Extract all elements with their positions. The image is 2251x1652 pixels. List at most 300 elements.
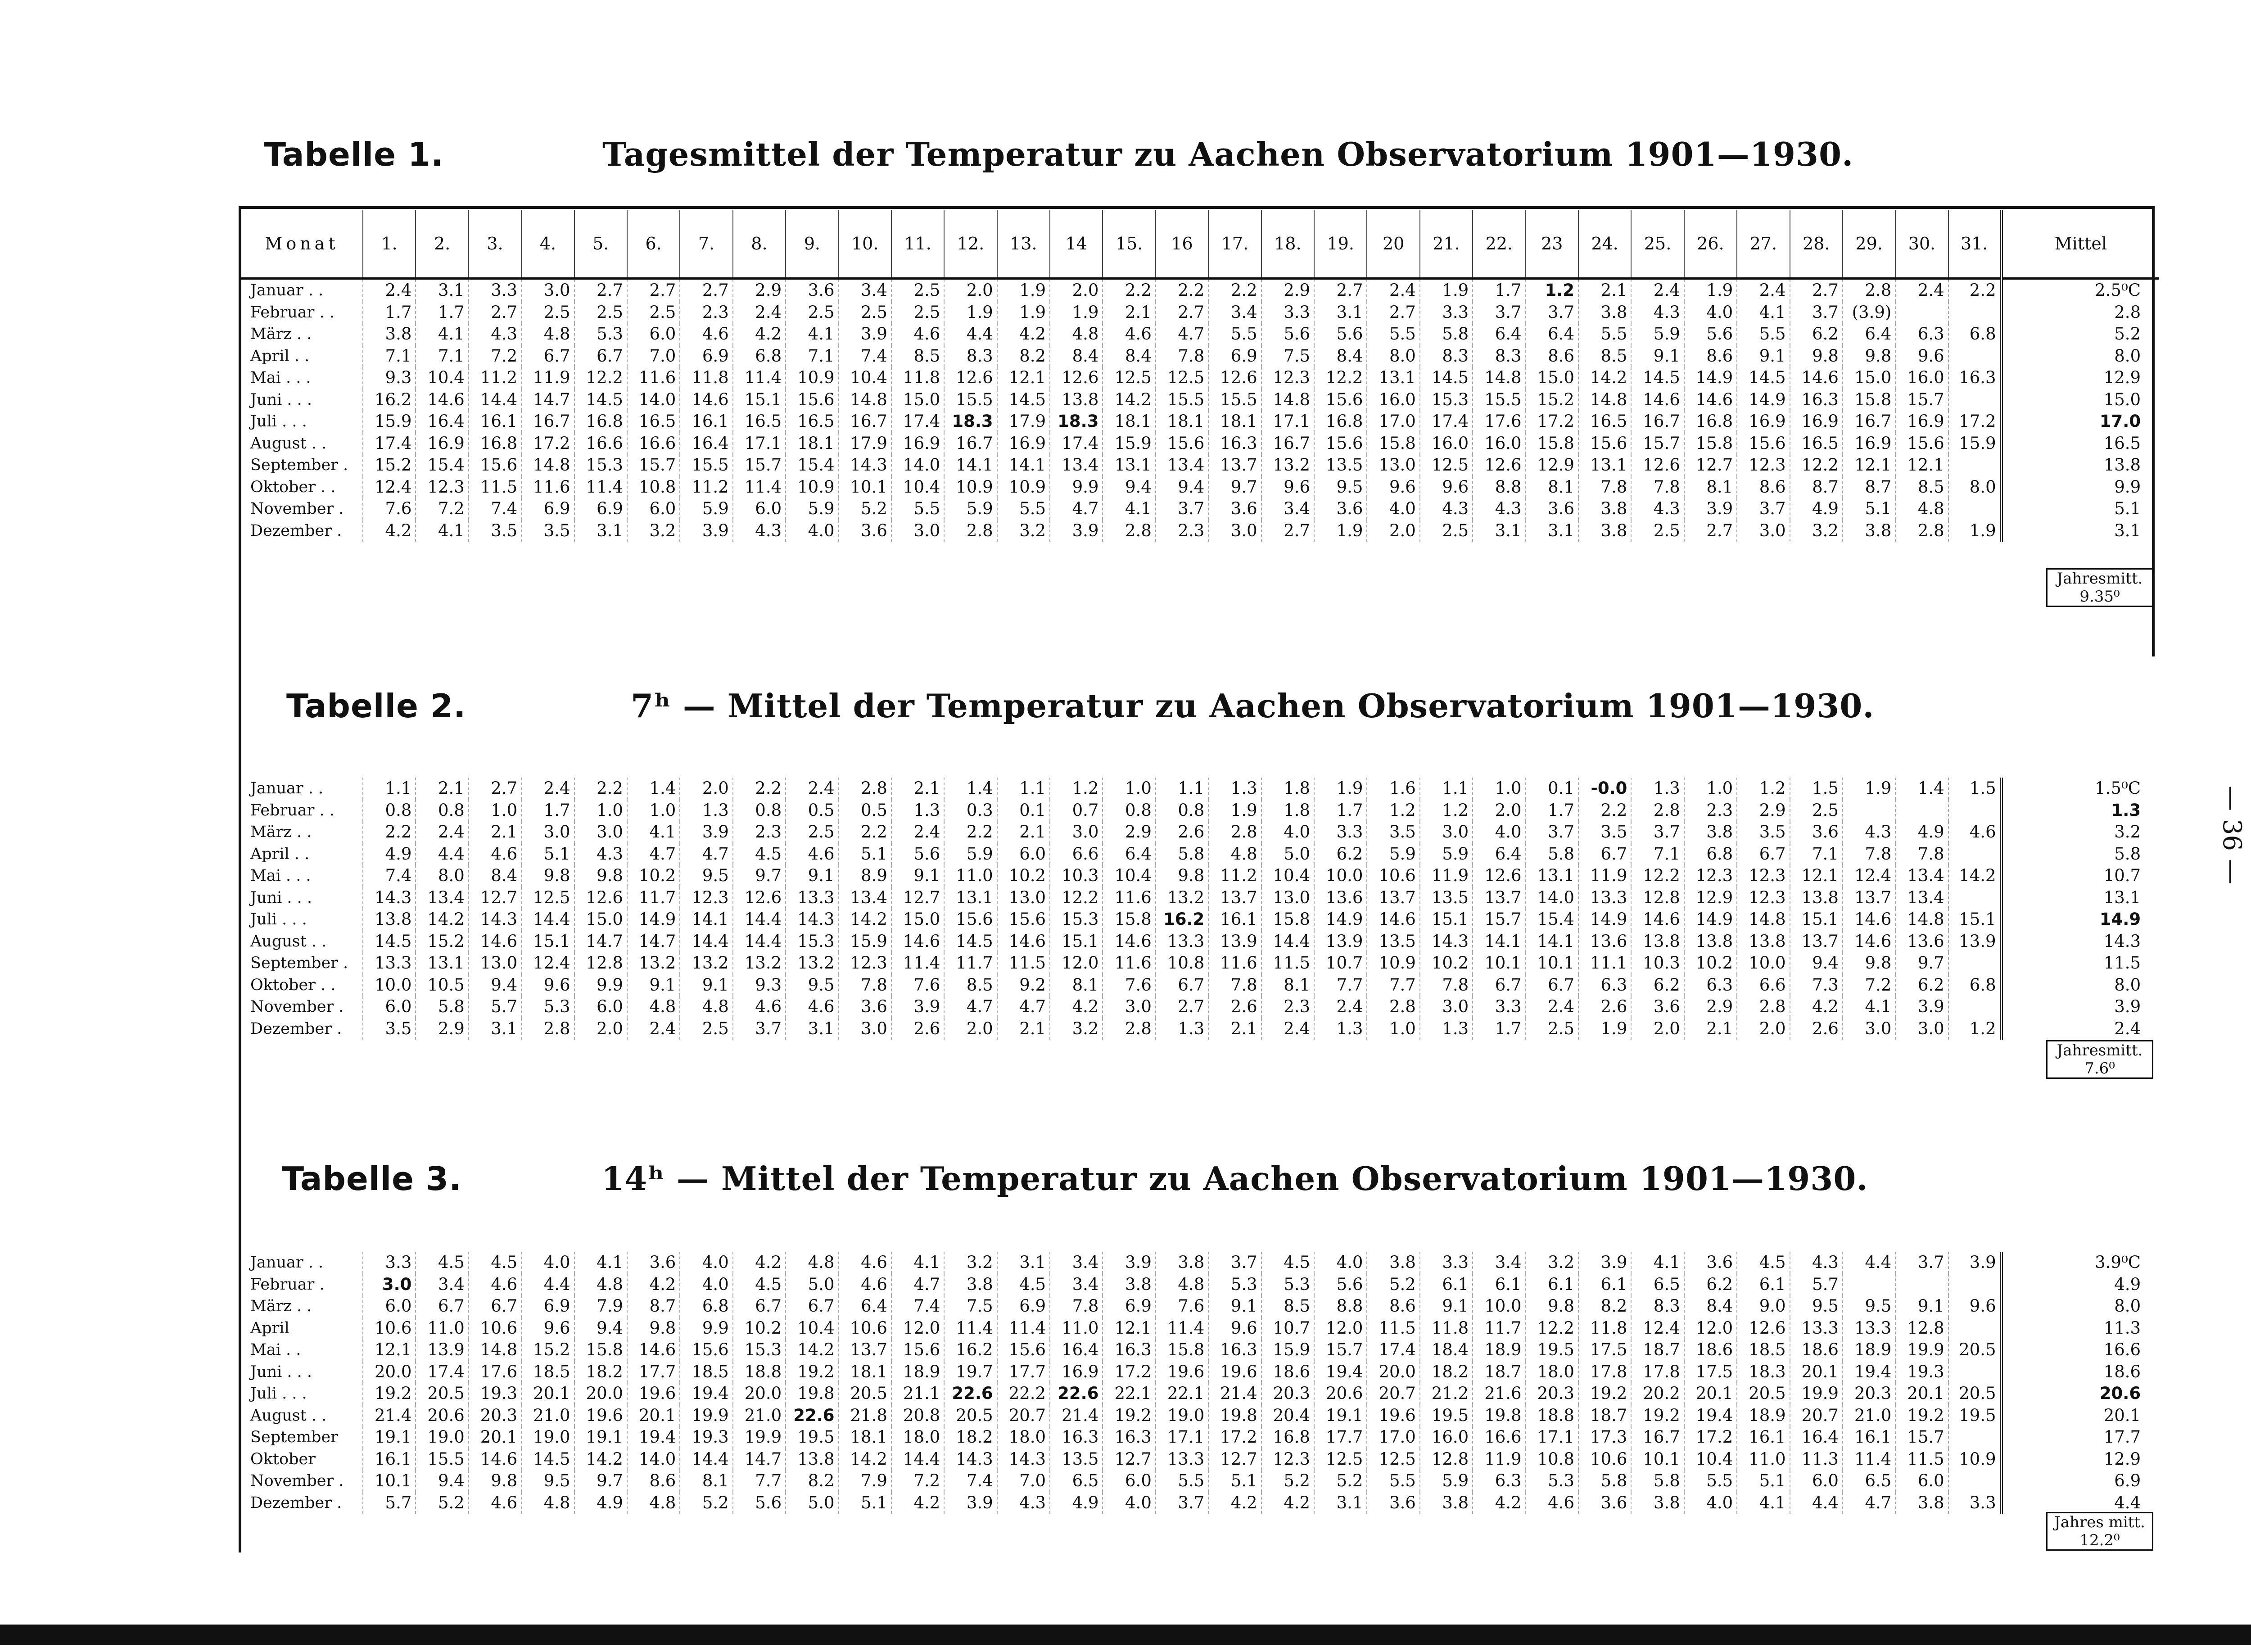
month-mean: 3.9 [2001,996,2159,1018]
day-value: 8.5 [1895,476,1948,498]
day-value: 5.3 [1208,1274,1261,1296]
day-value: 9.1 [1737,345,1790,367]
day-value: 9.5 [1843,1295,1895,1317]
day-value [1948,1426,2001,1448]
day-value: 9.6 [521,1317,574,1340]
table-3 [241,1252,2159,1514]
day-value: 9.2 [997,974,1050,996]
day-value: 7.1 [416,345,468,367]
table-row [241,476,2159,498]
day-value: 18.0 [891,1426,944,1448]
day-value: 18.6 [1261,1361,1314,1383]
day-value: 14.8 [1261,389,1314,411]
day-value: 2.2 [363,821,416,843]
day-value: 17.2 [1684,1426,1737,1448]
day-value: 19.6 [1156,1361,1208,1383]
day-value: 3.4 [1208,302,1261,324]
day-value [1948,1361,2001,1383]
day-value: 14.4 [733,909,786,931]
day-value: 5.9 [944,498,997,520]
day-value: 4.3 [469,323,521,345]
day-value: 14.5 [1420,367,1473,389]
day-value: 4.1 [891,1252,944,1274]
day-value: 15.3 [1050,909,1103,931]
day-value: 2.3 [1684,800,1737,822]
table-3-title: 14ʰ — Mittel der Temperatur zu Aachen Observatorium 1901—1930. [601,1159,1868,1198]
day-value: 3.5 [1367,821,1419,843]
day-value: 2.9 [1684,996,1737,1018]
day-value: 5.9 [786,498,838,520]
day-value: 5.2 [1314,1470,1367,1492]
day-value: 6.4 [1526,323,1578,345]
day-value: 12.1 [1895,454,1948,476]
day-value [1948,302,2001,324]
day-value: 2.0 [574,1018,627,1040]
day-value: 2.5 [839,302,891,324]
month-mean: 4.4 [2001,1492,2159,1514]
day-value: 3.1 [416,279,468,302]
day-value: 21.4 [1208,1383,1261,1405]
day-value: 20.0 [1367,1361,1419,1383]
day-value: 20.7 [997,1405,1050,1427]
day-value [1948,1470,2001,1492]
day-value: 3.0 [839,1018,891,1040]
month-label: Mai . . . [250,867,311,885]
day-value: 5.8 [416,996,468,1018]
scan-edge-bar [0,1625,2251,1645]
day-value: 1.1 [363,778,416,800]
day-value: 12.3 [1684,865,1737,887]
day-value: 15.2 [1526,389,1578,411]
day-value: 15.6 [1895,433,1948,455]
day-value: 1.3 [1314,1018,1367,1040]
day-value: 7.8 [1208,974,1261,996]
day-value: 6.7 [469,1295,521,1317]
month-label: August . . [250,434,327,453]
day-value: 12.5 [521,887,574,909]
day-value: 20.3 [1526,1383,1578,1405]
day-value: 11.5 [1367,1317,1419,1340]
day-value: 4.3 [1843,821,1895,843]
day-value: 4.1 [416,323,468,345]
day-value: 9.5 [521,1470,574,1492]
day-value: 9.4 [574,1317,627,1340]
day-value: 13.1 [1578,454,1631,476]
day-value: 10.7 [1314,952,1367,974]
day-value: 14.3 [363,887,416,909]
table-row [241,498,2159,520]
table-row [241,345,2159,367]
day-value: 3.6 [627,1252,680,1274]
day-value: 6.0 [363,1295,416,1317]
day-value: 20.1 [627,1405,680,1427]
day-value: 3.6 [1526,498,1578,520]
month-mean: 13.1 [2001,887,2159,909]
day-value: 5.5 [1578,323,1631,345]
day-value: 7.2 [469,345,521,367]
month-label: Oktober [250,1450,316,1468]
day-value: 20.8 [891,1405,944,1427]
day-value: 1.3 [1208,778,1261,800]
day-value: 5.5 [891,498,944,520]
day-value: 12.2 [1314,367,1367,389]
table-row [241,1295,2159,1317]
day-value: 6.7 [786,1295,838,1317]
day-value: 10.4 [839,367,891,389]
day-value: 9.6 [1367,476,1419,498]
day-value: 16.2 [1156,909,1208,931]
day-value: 2.4 [733,302,786,324]
day-value: 21.2 [1420,1383,1473,1405]
day-value: 1.9 [1208,800,1261,822]
day-value: 16.5 [627,411,680,433]
day-value: 15.4 [1526,909,1578,931]
day-value: 9.7 [733,865,786,887]
day-value: 11.2 [1208,865,1261,887]
day-value: 2.9 [1261,279,1314,302]
day-value: 3.9 [1103,1252,1155,1274]
day-value: 5.2 [416,1492,468,1514]
month-mean: 18.6 [2001,1361,2159,1383]
day-value: 20.2 [1631,1383,1684,1405]
day-value: 20.0 [733,1383,786,1405]
day-value: 4.4 [416,843,468,865]
day-value: 4.7 [1156,323,1208,345]
day-value: 4.1 [627,821,680,843]
day-value: 20.7 [1367,1383,1419,1405]
table-2-annual-box [2046,1040,2153,1079]
day-value: 2.8 [839,778,891,800]
day-value: 4.5 [733,1274,786,1296]
day-value: 14.9 [627,909,680,931]
day-value: 5.3 [521,996,574,1018]
day-value: 14.2 [574,1448,627,1471]
day-value: 4.0 [521,1252,574,1274]
day-value: 3.8 [1156,1252,1208,1274]
day-value: 9.4 [416,1470,468,1492]
day-value: 3.2 [1790,520,1843,542]
day-value: 4.2 [1208,1492,1261,1514]
day-value: 2.4 [627,1018,680,1040]
table-row [241,323,2159,345]
day-value: 14.7 [521,389,574,411]
day-value: 15.6 [997,909,1050,931]
table-3-number: Tabelle 3. [282,1160,462,1198]
day-value: 2.0 [1050,279,1103,302]
day-value: 10.0 [363,974,416,996]
day-value: 8.6 [627,1470,680,1492]
day-value: 10.2 [1684,952,1737,974]
day-value: 6.0 [1103,1470,1155,1492]
month-label: Juni . . . [250,390,312,409]
month-label: April . . [250,347,310,365]
day-value: 2.3 [1261,996,1314,1018]
day-value: 19.3 [469,1383,521,1405]
day-value: 1.7 [1526,800,1578,822]
day-value: 12.0 [891,1317,944,1340]
day-value: 4.5 [997,1274,1050,1296]
day-value: 3.4 [1473,1252,1525,1274]
day-value: 2.5 [891,279,944,302]
day-value: 16.9 [1050,1361,1103,1383]
day-value: 3.3 [1261,302,1314,324]
day-value: 4.6 [786,996,838,1018]
day-value: 17.2 [521,433,574,455]
month-mean: 8.0 [2001,345,2159,367]
day-value: 3.2 [1526,1252,1578,1274]
day-value: 14.5 [363,931,416,953]
month-mean: 16.5 [2001,433,2159,455]
day-value: 16.0 [1367,389,1419,411]
day-value: 13.8 [1050,389,1103,411]
day-value: 4.6 [469,1492,521,1514]
day-value: 14.8 [521,454,574,476]
day-value: 3.7 [1790,302,1843,324]
day-value: 1.0 [1684,778,1737,800]
day-value: 16.6 [574,433,627,455]
day-value: 5.6 [891,843,944,865]
day-value: 1.2 [1367,800,1419,822]
page-number: — 36 — [2217,786,2246,884]
day-value: 16.8 [469,433,521,455]
day-value: 1.9 [1578,1018,1631,1040]
day-value: 6.4 [839,1295,891,1317]
day-value: 4.0 [1314,1252,1367,1274]
day-value: 5.1 [1737,1470,1790,1492]
day-value: 3.8 [1103,1274,1155,1296]
day-value: 16.4 [416,411,468,433]
day-value: 16.0 [1420,433,1473,455]
day-value: 1.5 [1790,778,1843,800]
day-value: 3.9 [1050,520,1103,542]
day-value: 9.8 [1843,952,1895,974]
day-value: 19.5 [786,1426,838,1448]
day-value: 16.2 [944,1339,997,1361]
day-value: 16.3 [1050,1426,1103,1448]
day-value: 2.2 [839,821,891,843]
day-value: 4.2 [997,323,1050,345]
month-label: Dezember . [250,1494,342,1512]
day-value: 3.4 [1050,1274,1103,1296]
header-day: 23 [1526,210,1578,279]
day-value: 19.8 [1473,1405,1525,1427]
day-value: 4.0 [786,520,838,542]
table-row [241,778,2159,800]
day-value: 14.2 [786,1339,838,1361]
day-value: 2.6 [1578,996,1631,1018]
day-value: 4.6 [680,323,732,345]
day-value: 1.6 [1367,778,1419,800]
day-value: 2.5 [1631,520,1684,542]
header-day: 8. [733,210,786,279]
day-value: 2.7 [680,279,732,302]
day-value: 6.3 [1473,1470,1525,1492]
day-value: 11.8 [680,367,732,389]
day-value: 6.8 [733,345,786,367]
day-value: 11.4 [1843,1448,1895,1471]
day-value: 5.9 [1367,843,1419,865]
day-value: 8.3 [1420,345,1473,367]
day-value: 7.8 [839,974,891,996]
day-value: 7.4 [944,1470,997,1492]
header-day: 3. [469,210,521,279]
header-day: 24. [1578,210,1631,279]
day-value: 15.6 [997,1339,1050,1361]
day-value: 8.0 [1948,476,2001,498]
day-value: 13.7 [1208,454,1261,476]
day-value: 17.0 [1367,411,1419,433]
day-value: 2.5 [574,302,627,324]
month-label: Juli . . . [250,910,307,928]
day-value: 2.4 [1261,1018,1314,1040]
day-value: 3.7 [1631,821,1684,843]
day-value: 6.7 [1737,843,1790,865]
day-value: 14.6 [1367,909,1419,931]
day-value: 12.6 [1473,865,1525,887]
day-value: 16.7 [1261,433,1314,455]
day-value: 2.8 [1895,520,1948,542]
table-row [241,1426,2159,1448]
day-value: 11.4 [1156,1317,1208,1340]
day-value: 13.0 [997,887,1050,909]
day-value: 3.6 [1367,1492,1419,1514]
day-value: 5.9 [680,498,732,520]
day-value: 3.6 [1790,821,1843,843]
day-value: 14.4 [680,1448,732,1471]
day-value: 2.2 [1103,279,1155,302]
day-value: 4.0 [1684,302,1737,324]
day-value: 11.9 [1578,865,1631,887]
table-row [241,996,2159,1018]
day-value: 13.8 [1737,931,1790,953]
day-value: 3.0 [521,821,574,843]
day-value: 13.2 [680,952,732,974]
day-value: 3.1 [1314,302,1367,324]
day-value: 4.9 [1790,498,1843,520]
day-value: 20.1 [1684,1383,1737,1405]
day-value: 3.9 [680,520,732,542]
day-value: 19.6 [627,1383,680,1405]
day-value: 12.3 [680,887,732,909]
day-value: 13.8 [363,909,416,931]
day-value: 15.2 [416,931,468,953]
day-value: 20.6 [416,1405,468,1427]
day-value: 21.4 [363,1405,416,1427]
day-value: 14.1 [944,454,997,476]
day-value: 14.6 [469,1448,521,1471]
day-value: 6.0 [627,323,680,345]
day-value: 4.1 [574,1252,627,1274]
day-value [1843,1274,1895,1296]
day-value: 15.7 [1895,389,1948,411]
day-value: 19.2 [1103,1405,1155,1427]
day-value: 12.7 [1103,1448,1155,1471]
day-value: 19.9 [1790,1383,1843,1405]
day-value: 5.7 [469,996,521,1018]
month-mean: 15.0 [2001,389,2159,411]
table-3-annual-box [2046,1512,2153,1551]
day-value: 3.9 [680,821,732,843]
day-value: 4.8 [1050,323,1103,345]
day-value: 4.5 [733,843,786,865]
day-value: 2.9 [733,279,786,302]
day-value: 3.6 [1684,1252,1737,1274]
day-value: 13.6 [1314,887,1367,909]
day-value: 8.1 [1261,974,1314,996]
day-value: 10.1 [363,1470,416,1492]
day-value: 9.8 [469,1470,521,1492]
day-value: 14.2 [839,1448,891,1471]
day-value: 14.5 [1737,367,1790,389]
day-value: 6.5 [1050,1470,1103,1492]
day-value: 13.4 [1050,454,1103,476]
day-value: 4.0 [1103,1492,1155,1514]
day-value: 19.5 [1526,1339,1578,1361]
month-label: Februar . . [250,801,334,819]
day-value: 18.8 [733,1361,786,1383]
day-value: 11.9 [1420,865,1473,887]
day-value: 7.2 [416,498,468,520]
day-value: 17.9 [997,411,1050,433]
day-value: 15.3 [733,1339,786,1361]
day-value: 16.0 [1895,367,1948,389]
day-value: 10.6 [1578,1448,1631,1471]
day-value: 14.3 [786,909,838,931]
day-value: 13.7 [1473,887,1525,909]
day-value: 4.2 [1790,996,1843,1018]
month-mean: 5.8 [2001,843,2159,865]
day-value: 6.6 [1737,974,1790,996]
day-value: 3.9 [1948,1252,2001,1274]
day-value: 16.7 [1631,411,1684,433]
day-value: 5.9 [944,843,997,865]
day-value: 14.8 [1895,909,1948,931]
header-day: 26. [1684,210,1737,279]
day-value [1948,996,2001,1018]
day-value: 2.7 [1261,520,1314,542]
day-value: 12.2 [1790,454,1843,476]
month-label: Januar . . [250,281,324,299]
day-value: 18.7 [1578,1405,1631,1427]
header-day: 11. [891,210,944,279]
day-value: 20.0 [574,1383,627,1405]
day-value: 18.2 [574,1361,627,1383]
day-value: 4.8 [1895,498,1948,520]
day-value: 14.6 [997,931,1050,953]
day-value: 19.4 [627,1426,680,1448]
day-value: 3.4 [1261,498,1314,520]
day-value: 3.3 [1420,1252,1473,1274]
day-value: 20.5 [1737,1383,1790,1405]
day-value: 18.0 [997,1426,1050,1448]
day-value: 1.3 [891,800,944,822]
day-value: 2.8 [944,520,997,542]
day-value: 9.9 [574,974,627,996]
day-value: 4.0 [1684,1492,1737,1514]
day-value: 16.7 [944,433,997,455]
day-value: 13.8 [1684,931,1737,953]
day-value: 19.3 [680,1426,732,1448]
table-2-title: 7ʰ — Mittel der Temperatur zu Aachen Observatorium 1901—1930. [631,687,1875,725]
month-label: Oktober . . [250,976,336,994]
day-value: 17.8 [1631,1361,1684,1383]
day-value: 3.0 [1737,520,1790,542]
day-value: 7.6 [363,498,416,520]
day-value: 2.2 [1156,279,1208,302]
day-value: 3.0 [363,1274,416,1296]
day-value: 16.5 [1578,411,1631,433]
day-value: 13.4 [1895,887,1948,909]
